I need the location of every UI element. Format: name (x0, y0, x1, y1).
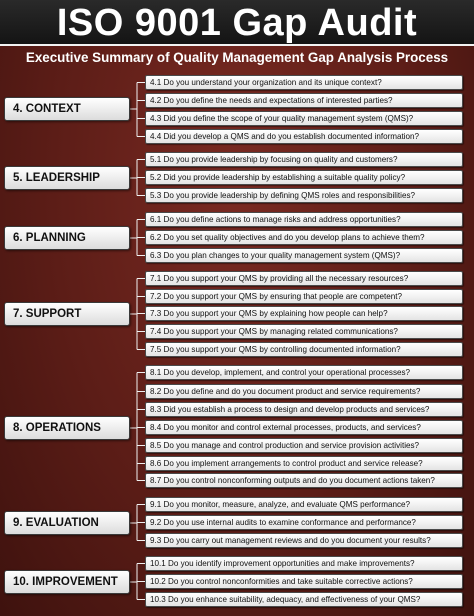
question-item: 7.1 Do you support your QMS by providing all the necessary resources? (145, 271, 463, 286)
question-item: 4.4 Did you develop a QMS and do you establish documented information? (145, 129, 463, 144)
question-item: 10.1 Do you identify improvement opportunities and make improvements? (145, 556, 463, 571)
question-item: 10.3 Do you enhance suitability, adequacy, and effectiveness of your QMS? (145, 592, 463, 607)
page-subtitle: Executive Summary of Quality Management Gap Analysis Process (25, 50, 449, 65)
section-label-support: 7. SUPPORT (4, 302, 130, 326)
question-item: 7.3 Do you support your QMS by explaining how people can help? (145, 306, 463, 321)
section-label-operations: 8. OPERATIONS (4, 416, 130, 440)
question-item: 6.3 Do you plan changes to your quality management system (QMS)? (145, 248, 463, 263)
question-item: 9.2 Do you use internal audits to examine conformance and performance? (145, 515, 463, 530)
question-item: 8.3 Did you establish a process to design and develop products and services? (145, 402, 463, 417)
question-item: 7.5 Do you support your QMS by controlling documented information? (145, 342, 463, 357)
question-item: 9.3 Do you carry out management reviews and do you document your results? (145, 533, 463, 548)
question-item: 8.4 Do you monitor and control external processes, products, and services? (145, 420, 463, 435)
question-item: 8.2 Do you define and do you document product and service requirements? (145, 384, 463, 399)
question-item: 10.2 Do you control nonconformities and take suitable corrective actions? (145, 574, 463, 589)
question-item: 7.2 Do you support your QMS by ensuring that people are competent? (145, 289, 463, 304)
question-item: 4.2 Do you define the needs and expectations of interested parties? (145, 93, 463, 108)
question-item: 9.1 Do you monitor, measure, analyze, and evaluate QMS performance? (145, 497, 463, 512)
question-item: 8.7 Do you control nonconforming outputs and do you document actions taken? (145, 473, 463, 488)
question-item: 8.6 Do you implement arrangements to control product and service release? (145, 456, 463, 471)
question-item: 5.1 Do you provide leadership by focusing on quality and customers? (145, 152, 463, 167)
page-title: ISO 9001 Gap Audit (0, 0, 474, 46)
question-item: 6.2 Do you set quality objectives and do you develop plans to achieve them? (145, 230, 463, 245)
question-item: 4.1 Do you understand your organization and its unique context? (145, 75, 463, 90)
question-item: 7.4 Do you support your QMS by managing related communications? (145, 324, 463, 339)
question-item: 5.2 Did you provide leadership by establishing a suitable quality policy? (145, 170, 463, 185)
section-label-planning: 6. PLANNING (4, 226, 130, 250)
question-item: 5.3 Do you provide leadership by defining QMS roles and responsibilities? (145, 188, 463, 203)
question-item: 8.1 Do you develop, implement, and control your operational processes? (145, 365, 463, 380)
section-label-context: 4. CONTEXT (4, 97, 130, 121)
section-label-leadership: 5. LEADERSHIP (4, 166, 130, 190)
question-item: 6.1 Do you define actions to manage risks and address opportunities? (145, 212, 463, 227)
question-item: 8.5 Do you manage and control production and service provision activities? (145, 438, 463, 453)
question-item: 4.3 Did you define the scope of your quality management system (QMS)? (145, 111, 463, 126)
section-label-evaluation: 9. EVALUATION (4, 511, 130, 535)
section-label-improvement: 10. IMPROVEMENT (4, 570, 130, 594)
